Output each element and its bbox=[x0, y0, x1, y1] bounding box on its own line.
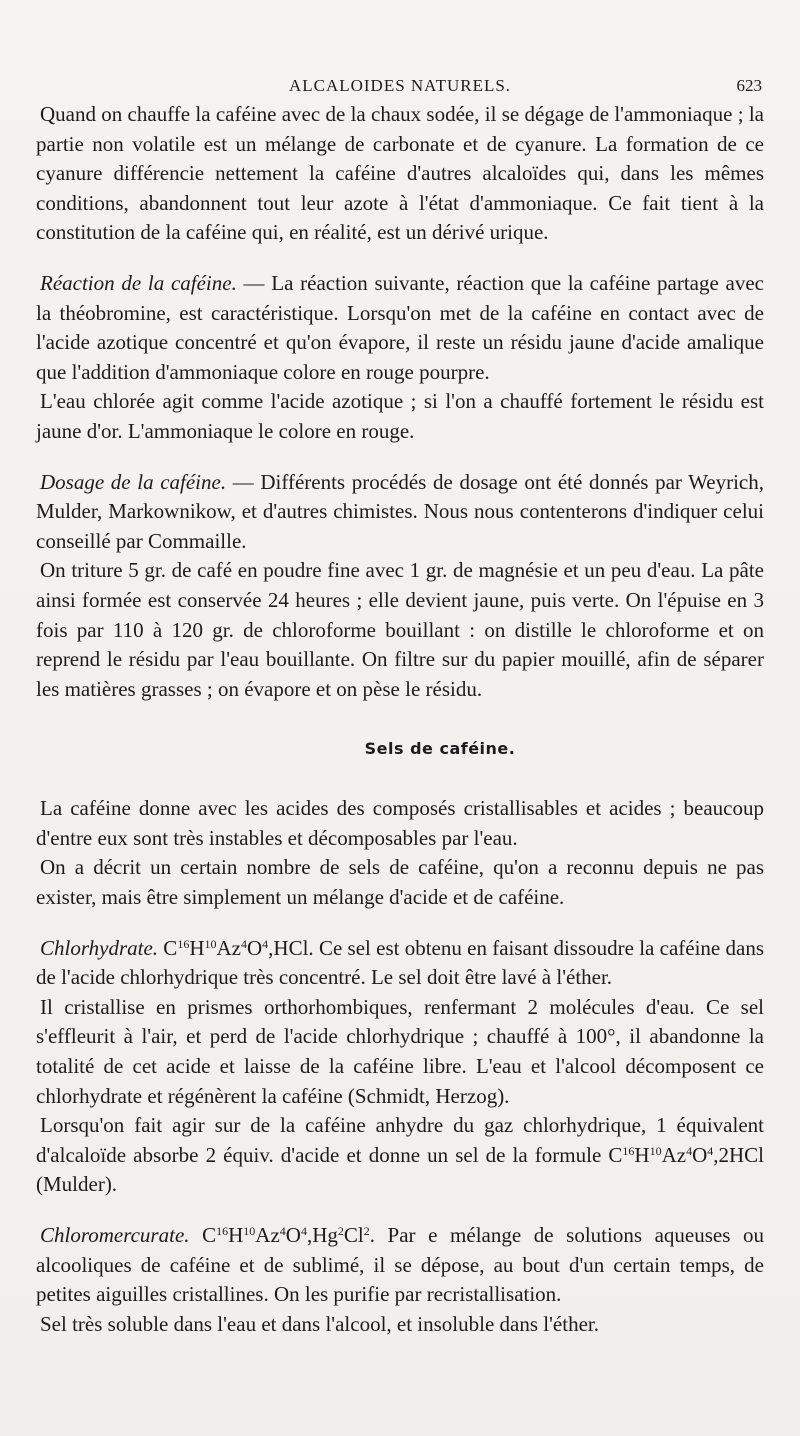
formula-superscript: 2 bbox=[337, 1224, 344, 1238]
formula-text: Az bbox=[661, 1142, 687, 1167]
paragraph-sels-inexistants: On a décrit un certain nombre de sels de caféine, qu'on a reconnu depuis ne pas exister, mais être simplement un mélange d'acide et de caféine. bbox=[36, 855, 764, 910]
spacer bbox=[36, 248, 764, 269]
formula-superscript: 10 bbox=[204, 936, 217, 951]
body-text bbox=[36, 100, 764, 1339]
running-head bbox=[36, 66, 764, 100]
spacer bbox=[36, 447, 764, 468]
paragraph-reaction bbox=[36, 269, 764, 387]
spacer bbox=[36, 1200, 764, 1221]
formula-superscript: 16 bbox=[622, 1143, 635, 1158]
paragraph-text: — La réaction suivante, réaction que la caféine partage avec la théobromine, est caractéristique. Lorsqu'on met de la caféine en contact avec de l'acide azotique concentré et qu'on évapore, il reste un résidu jaune d'acide amalique que l'addition d'ammoniaque colore en rouge pourpre. bbox=[36, 270, 764, 384]
spacer bbox=[36, 760, 764, 794]
paragraph-text: ,HCl. Ce sel est obtenu en faisant dissoudre la caféine dans de l'acide chlorhydrique très concentré. Le sel doit être lavé à l'éther. bbox=[36, 935, 764, 990]
running-title: ALCALOIDES NATURELS. bbox=[288, 76, 512, 95]
formula-text: O bbox=[692, 1142, 708, 1167]
formula-text: H bbox=[634, 1142, 650, 1167]
formula-superscript: 4 bbox=[262, 936, 269, 951]
paragraph-cyanure: Quand on chauffe la caféine avec de la chaux sodée, il se dégage de l'ammoniaque ; la partie non volatile est un mélange de carbonate et de cyanure. La formation de ce cyanure différencie nettement la caféine d'autres alcaloïdes qui, dans les mêmes conditions, abandonnent tout leur azote à l'état d'ammoniaque. Ce fait tient à la constitution de la caféine qui, en réalité, est un dérivé urique. bbox=[36, 102, 764, 245]
formula-superscript: 16 bbox=[177, 936, 190, 951]
paragraph-lead-dosage: Dosage de la caféine. bbox=[40, 469, 227, 494]
paragraph-text: ,2HCl (Mulder). bbox=[36, 1142, 764, 1197]
formula-text: O bbox=[247, 935, 263, 960]
formula-text: C bbox=[189, 1223, 217, 1247]
paragraph-dosage bbox=[36, 468, 764, 557]
formula-text: ,Hg bbox=[306, 1223, 338, 1247]
paragraph-eau-chloree: L'eau chlorée agit comme l'acide azotique ; si l'on a chauffé fortement le résidu est jaune d'or. L'ammoniaque le colore en rouge. bbox=[36, 389, 764, 443]
formula-superscript: 4 bbox=[707, 1143, 714, 1158]
formula-text: O bbox=[285, 1223, 301, 1247]
paragraph-lead-chlorhydrate: Chlorhydrate. bbox=[40, 935, 159, 960]
formula-text: H bbox=[189, 935, 205, 960]
formula-superscript: 4 bbox=[279, 1224, 286, 1238]
paragraph-solubilite: Sel très soluble dans l'eau et dans l'alcool, et insoluble dans l'éther. bbox=[40, 1311, 599, 1336]
paragraph-chloromercurate bbox=[36, 1221, 764, 1310]
paragraph-lead-chloromercurate: Chloromercurate. bbox=[40, 1223, 190, 1247]
paragraph-chlorhydrate bbox=[36, 934, 764, 993]
formula-superscript: 4 bbox=[241, 936, 247, 951]
paragraph-sels-intro: La caféine donne avec les acides des composés cristallisables et acides ; beaucoup d'entre eux sont très instables et décomposables par l'eau. bbox=[36, 796, 764, 850]
formula-text: C bbox=[158, 935, 178, 960]
paragraph-text: — Différents procédés de dosage ont été donnés par Weyrich, Mulder, Markownikow, et d'autres chimistes. Nous nous contenterons d'indiquer celui conseillé par Commaille. bbox=[36, 469, 764, 553]
page-number: 623 bbox=[736, 76, 762, 95]
paragraph-trituration: On triture 5 gr. de café en poudre fine avec 1 gr. de magnésie et un peu d'eau. La pâte ainsi formée est conservée 24 heures ; elle devient jaune, puis verte. On l'épuise en 3 fois par 110 à 120 gr. de chloroforme bouillant : on distille le chloroforme et on reprend le résidu par l'eau bouillante. On filtre sur du papier mouillé, afin de séparer les matières grasses ; on évapore et on pèse le résidu. bbox=[36, 558, 764, 701]
paragraph-text: Lorsqu'on fait agir sur de la caféine anhydre du gaz chlorhydrique, 1 équivalent d'alcaloïde absorbe 2 équiv. d'acide et donne un sel de la formule C bbox=[36, 1113, 764, 1167]
section-heading: Sels de caféine. bbox=[364, 739, 516, 759]
paragraph-gaz-chlorhydrique bbox=[36, 1111, 764, 1200]
formula-text: Az bbox=[216, 935, 241, 960]
spacer bbox=[36, 913, 764, 934]
formula-superscript: 4 bbox=[686, 1143, 693, 1158]
formula-text: Cl bbox=[343, 1223, 364, 1247]
spacer bbox=[36, 704, 764, 738]
formula-superscript: 16 bbox=[216, 1224, 229, 1238]
paragraph-cristallisation: Il cristallise en prismes orthorhombiques, renfermant 2 molécules d'eau. Ce sel s'effleurit à l'air, et perd de l'acide chlorhydrique ; chauffé à 100°, il abandonne la totalité de cet acide et laisse de la caféine libre. L'eau et l'alcool décomposent ce chlorhydrate et régénèrent la caféine (Schmidt, Herzog). bbox=[36, 994, 764, 1108]
formula-superscript: 10 bbox=[243, 1224, 256, 1238]
formula-text: Az bbox=[255, 1223, 280, 1247]
formula-superscript: 4 bbox=[300, 1224, 307, 1238]
formula-text: H bbox=[228, 1223, 244, 1247]
paragraph-text: . Par e mélange de solutions aqueuses ou alcooliques de caféine et de sublimé, il se dépose, au bout d'un certain temps, de petites aiguilles cristallines. On les purifie par recristallisation. bbox=[36, 1223, 764, 1307]
formula-superscript: 10 bbox=[649, 1143, 662, 1158]
formula-superscript: 2 bbox=[363, 1224, 370, 1238]
paragraph-lead-reaction: Réaction de la caféine. bbox=[40, 270, 237, 295]
